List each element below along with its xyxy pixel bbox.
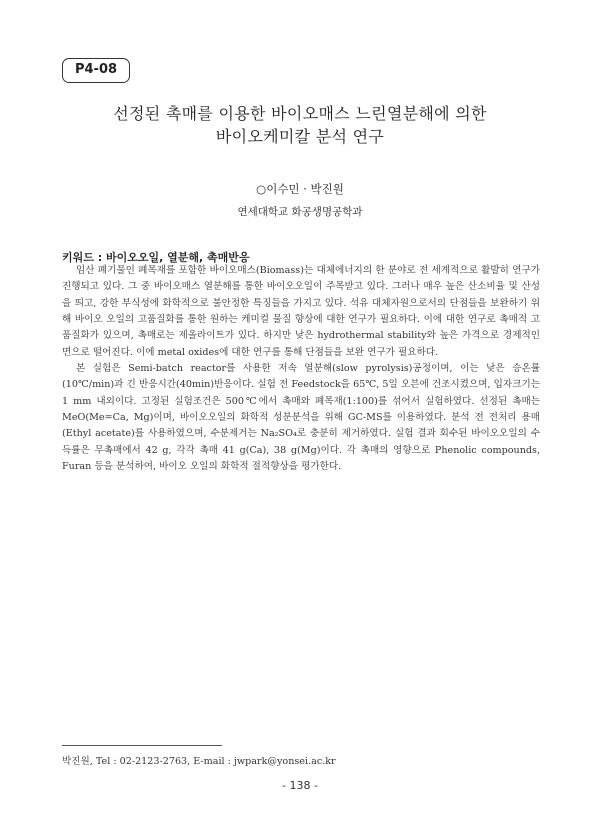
footnote: 박진원, Tel : 02-2123-2763, E-mail : jwpark@yonsei.ac.kr <box>62 756 336 767</box>
page-number: - 138 - <box>282 779 318 792</box>
abstract-paragraph-1: 임산 폐기물인 폐목재를 포함한 바이오매스(Biomass)는 대체에너지의 한 분야로 전 세계적으로 활발히 연구가 진행되고 있다. 그 중 바이오매스 열분해를 통한 바이오오일이 주목받고 있다. 그러나 매우 높은 산소비율 및 산성을 띄고, 강한 부식성에 화학적으로 불안정한 특징들을 가지고 있다. 석유 대체자원으로서의 단점들을 보완하기 위해 바이오 오일의 고품질화를 통한 원하는 케미컬 물질 향상에 대한 연구가 필요하다. 이에 대한 연구로 촉매적 고품질화가 있으며, 촉매로는 제올라이트가 있다. 하지만 낮은 hydrothermal stability와 높은 가격으로 경제적인 면으로 떨어진다. 이에 metal oxides에 대한 연구를 통해 단점들을 보완 연구가 필요하다. <box>62 265 540 358</box>
abstract <box>62 263 540 475</box>
title-line-1: 선정된 촉매를 이용한 바이오매스 느린열분해에 의한 <box>113 104 487 123</box>
authors: ○이수민 · 박진원 <box>256 182 344 196</box>
footnote-divider <box>62 745 222 746</box>
paper-code-badge: P4-08 <box>62 58 130 83</box>
affiliation: 연세대학교 화공생명공학과 <box>237 206 363 218</box>
abstract-paragraph-2: 본 실험은 Semi-batch reactor를 사용한 저속 열분해(slow pyrolysis)공정이며, 이는 낮은 승온률(10℃/min)과 긴 반응시간(40min)반응이다. 실험 전 Feedstock을 65℃, 5일 오븐에 건조시켰으며, 입자크기는 1 mm 내외이다. 고정된 실험조건은 500℃에서 촉매와 폐목재(1:100)를 섞어서 실험하였다. 선정된 촉매는 MeO(Me=Ca, Mg)이며, 바이오오일의 화학적 성분분석을 위해 GC-MS를 이용하였다. 분석 전 전처리 용매(Ethyl acetate)를 사용하였으며, 수분제거는 Na₂SO₄로 충분히 제거하였다. 실험 결과 회수된 바이오오일의 수득률은 무촉매에서 42 g, 각각 촉매 41 g(Ca), 38 g(Mg)이다. 각 촉매의 영향으로 Phenolic compounds, Furan 등을 분석하여, 바이오 오일의 화학적 절적향상을 평가한다. <box>62 363 540 473</box>
keywords-label: 키워드 : <box>62 251 106 264</box>
title-line-2: 바이오케미칼 분석 연구 <box>215 127 385 146</box>
keywords-text: 바이오오일, 열분해, 촉매반응 <box>105 251 250 264</box>
